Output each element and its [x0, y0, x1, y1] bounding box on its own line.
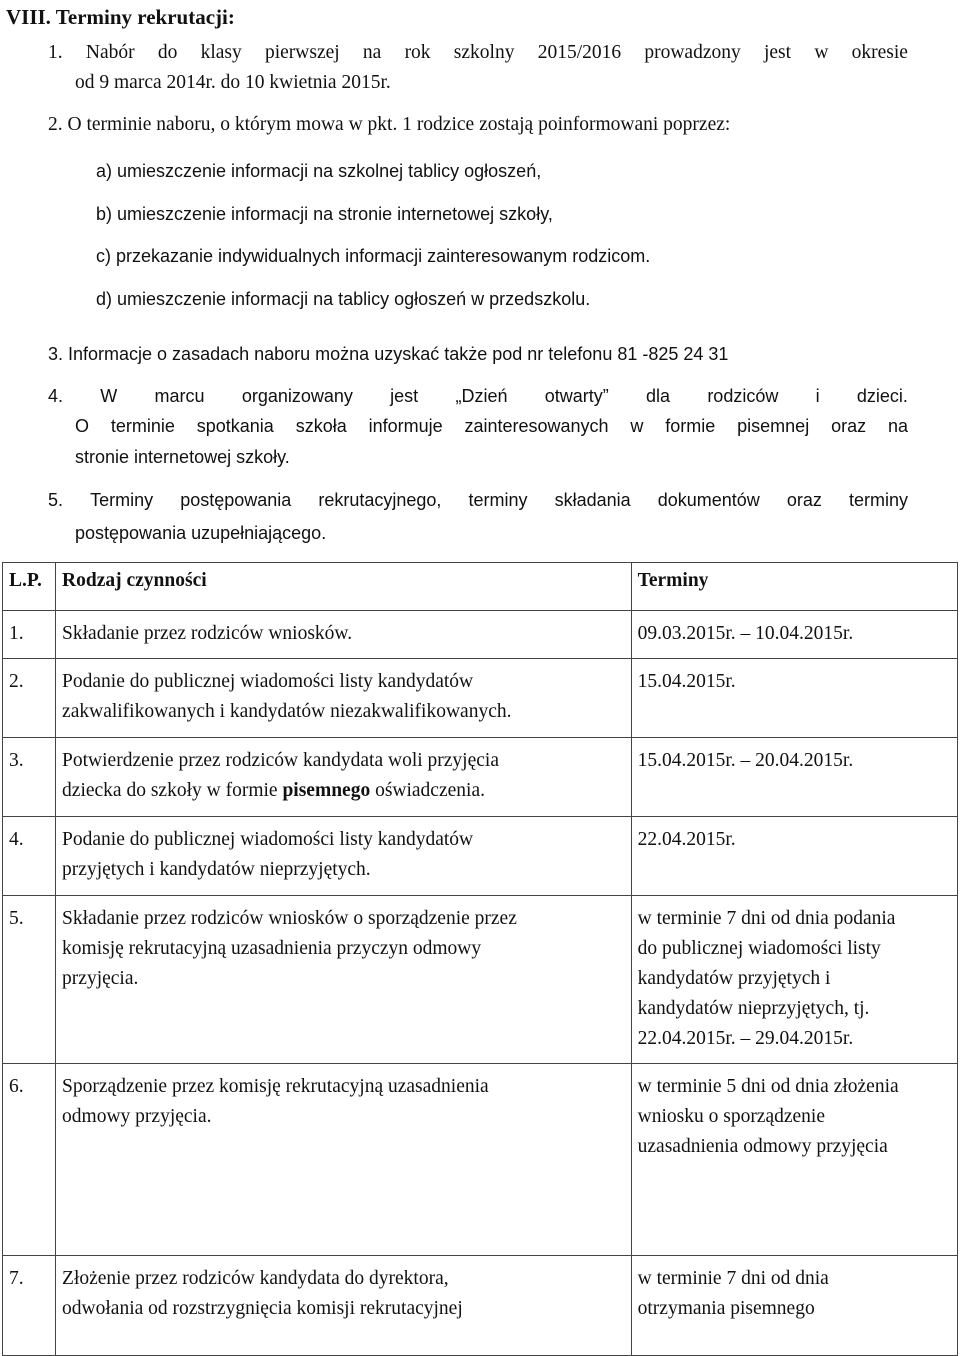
terms-line: kandydatów nieprzyjętych, tj.	[637, 998, 870, 1019]
table-row	[3, 1064, 958, 1256]
word: otwarty”	[544, 386, 609, 406]
cell-terms	[631, 1256, 957, 1356]
word: informuje	[368, 416, 443, 436]
terms-line: do publicznej wiadomości listy	[637, 938, 881, 959]
header-lp: L.P.	[9, 570, 42, 591]
word: oraz	[786, 490, 822, 510]
word: i	[815, 386, 820, 406]
cell-terms	[631, 738, 957, 817]
word: Terminy	[90, 490, 154, 510]
table-row	[3, 1256, 958, 1356]
word: terminy	[848, 490, 908, 510]
terms-line: 15.04.2015r. – 20.04.2015r.	[637, 750, 854, 771]
word: składania	[554, 490, 631, 510]
table-row	[3, 896, 958, 1064]
word: pierwszej	[264, 42, 340, 63]
word: formie	[665, 416, 716, 436]
item-5-line-2: postępowania uzupełniającego.	[75, 523, 327, 543]
word: marcu	[154, 386, 205, 406]
activity-line: przyjęcia.	[62, 968, 139, 989]
activity-line: zakwalifikowanych i kandydatów niezakwalifikowanych.	[62, 701, 512, 722]
row-number: 3.	[9, 750, 24, 771]
terms-line: kandydatów przyjętych i	[637, 968, 831, 989]
terms-line: 22.04.2015r.	[637, 829, 736, 850]
word: organizowany	[241, 386, 353, 406]
row-number: 5.	[9, 908, 24, 929]
word: w	[814, 42, 829, 63]
word: postępowania	[180, 490, 292, 510]
activity-line: odmowy przyjęcia.	[62, 1106, 212, 1127]
section-title: VIII. Terminy rekrutacji:	[6, 5, 235, 29]
word: klasy	[200, 42, 242, 63]
activity-line: Sporządzenie przez komisję rekrutacyjną uzasadnienia	[62, 1076, 489, 1097]
word: dla	[646, 386, 671, 406]
cell-activity	[56, 896, 632, 1064]
table-row	[3, 817, 958, 896]
cell-terms	[631, 896, 957, 1064]
row-number: 1.	[9, 623, 24, 644]
word: szkolny	[453, 42, 515, 63]
cell-activity	[56, 817, 632, 896]
cell-no	[3, 896, 56, 1064]
activity-line	[62, 776, 627, 806]
word: do	[157, 42, 178, 63]
word: zainteresowanych	[464, 416, 609, 436]
word: terminy	[468, 490, 528, 510]
activity-line: Złożenie przez rodziców kandydata do dyrektora,	[62, 1268, 449, 1289]
table-row	[3, 611, 958, 659]
cell-terms	[631, 611, 957, 659]
activity-line: Składanie przez rodziców wniosków o sporządzenie przez	[62, 908, 517, 929]
word: Nabór	[85, 42, 135, 63]
word: prowadzony	[644, 42, 741, 63]
word: 4.	[48, 386, 64, 406]
table-row	[3, 659, 958, 738]
item-4-line-1	[48, 381, 908, 411]
activity-line: komisję rekrutacyjną uzasadnienia przyczyn odmowy	[62, 938, 482, 959]
terms-line: 15.04.2015r.	[637, 671, 736, 692]
header-terms: Terminy	[637, 570, 709, 591]
item-1-line-1	[48, 38, 908, 68]
item-3: 3. Informacje o zasadach naboru można uzyskać także pod nr telefonu 81 -825 24 31	[48, 344, 729, 364]
cell-activity	[56, 1256, 632, 1356]
row-number: 7.	[9, 1268, 24, 1289]
word: O	[75, 416, 90, 436]
word: rok	[404, 42, 431, 63]
item-2-a: a) umieszczenie informacji na szkolnej tablicy ogłoszeń,	[96, 161, 542, 181]
word: na	[887, 416, 908, 436]
word: jest	[763, 42, 792, 63]
word: okresie	[851, 42, 908, 63]
cell-terms	[631, 1064, 957, 1256]
word: „Dzień	[455, 386, 508, 406]
cell-no	[3, 659, 56, 738]
table-header-row	[3, 563, 958, 611]
word: rodziców	[707, 386, 779, 406]
terms-line: w terminie 7 dni od dnia	[637, 1268, 829, 1289]
activity-line: odwołania od rozstrzygnięcia komisji rekrutacyjnej	[62, 1298, 463, 1319]
terms-line: w terminie 5 dni od dnia złożenia	[637, 1076, 899, 1097]
terms-line: uzasadnienia odmowy przyjęcia	[637, 1136, 888, 1157]
cell-terms	[631, 659, 957, 738]
item-2-b: b) umieszczenie informacji na stronie internetowej szkoły,	[96, 204, 553, 224]
activity-text: dziecka do szkoły w formie	[62, 780, 283, 801]
word: 2015/2016	[537, 42, 622, 63]
cell-no	[3, 817, 56, 896]
terms-line: wniosku o sporządzenie	[637, 1106, 826, 1127]
word: w	[630, 416, 644, 436]
word: W	[100, 386, 118, 406]
item-2-c: c) przekazanie indywidualnych informacji zainteresowanym rodzicom.	[96, 246, 651, 266]
header-cell	[631, 563, 957, 611]
row-number: 2.	[9, 671, 24, 692]
item-4-line-2	[75, 411, 908, 441]
header-activity: Rodzaj czynności	[62, 570, 207, 591]
recruitment-schedule-table	[2, 562, 958, 1356]
terms-line: 09.03.2015r. – 10.04.2015r.	[637, 623, 854, 644]
cell-activity	[56, 738, 632, 817]
terms-line: otrzymania pisemnego	[637, 1298, 815, 1319]
activity-line: Składanie przez rodziców wniosków.	[62, 623, 353, 644]
activity-line: Potwierdzenie przez rodziców kandydata woli przyjęcia	[62, 750, 499, 771]
cell-terms	[631, 817, 957, 896]
cell-activity	[56, 1064, 632, 1256]
cell-activity	[56, 659, 632, 738]
cell-no	[3, 611, 56, 659]
word: 1.	[48, 42, 63, 63]
activity-emphasis: pisemnego	[282, 780, 371, 801]
word: jest	[390, 386, 419, 406]
word: rekrutacyjnego,	[318, 490, 442, 510]
item-5-line-1	[48, 485, 908, 515]
header-cell	[3, 563, 56, 611]
activity-line: przyjętych i kandydatów nieprzyjętych.	[62, 859, 371, 880]
cell-no	[3, 1064, 56, 1256]
row-number: 4.	[9, 829, 24, 850]
word: terminie	[110, 416, 175, 436]
table-row	[3, 738, 958, 817]
word: pisemnej	[737, 416, 810, 436]
cell-no	[3, 1256, 56, 1356]
word: 5.	[48, 490, 64, 510]
activity-line: Podanie do publicznej wiadomości listy kandydatów	[62, 829, 474, 850]
word: dokumentów	[657, 490, 760, 510]
item-1-line-2: od 9 marca 2014r. do 10 kwietnia 2015r.	[75, 72, 391, 93]
item-2-d: d) umieszczenie informacji na tablicy ogłoszeń w przedszkolu.	[96, 289, 591, 309]
activity-text: oświadczenia.	[370, 780, 485, 801]
word: szkoła	[295, 416, 347, 436]
word: oraz	[831, 416, 867, 436]
row-number: 6.	[9, 1076, 24, 1097]
activity-line: Podanie do publicznej wiadomości listy kandydatów	[62, 671, 474, 692]
cell-no	[3, 738, 56, 817]
header-cell	[56, 563, 632, 611]
word: spotkania	[196, 416, 274, 436]
cell-activity	[56, 611, 632, 659]
terms-line: w terminie 7 dni od dnia podania	[637, 908, 896, 929]
item-2-line-1: 2. O terminie naboru, o którym mowa w pkt. 1 rodzice zostają poinformowani poprzez:	[48, 114, 731, 135]
word: na	[362, 42, 382, 63]
word: dzieci.	[856, 386, 908, 406]
terms-line: 22.04.2015r. – 29.04.2015r.	[637, 1028, 854, 1049]
item-4-line-3: stronie internetowej szkoły.	[75, 447, 290, 467]
